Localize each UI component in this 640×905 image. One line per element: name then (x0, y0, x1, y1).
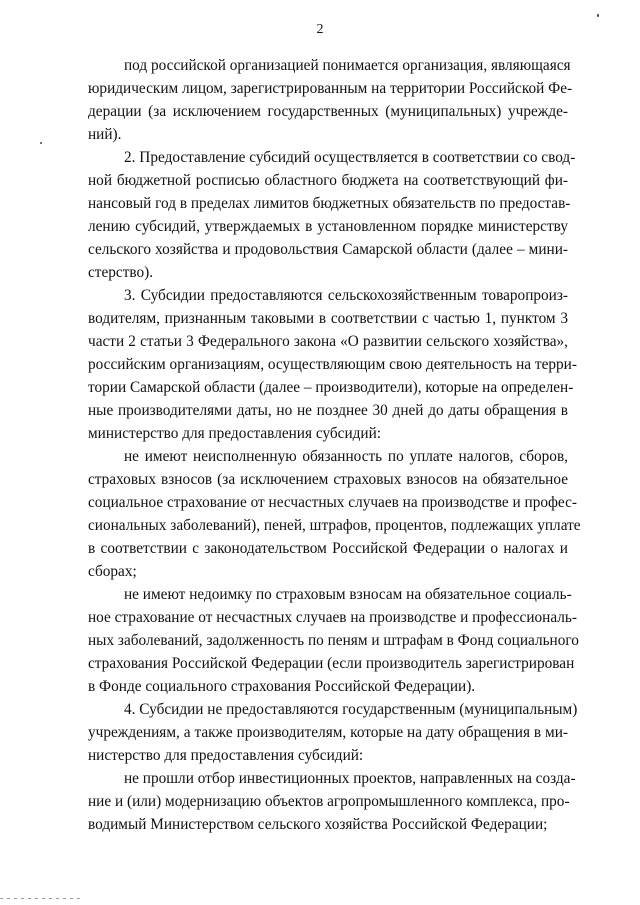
text-line: в соответствии с законодательством Российской Федерации о налогах и (88, 540, 568, 557)
text-line: страховых взносов (за исключением страховых взносов на обязательное (88, 471, 568, 488)
text-line: в Фонде социального страхования Российской Федерации). (88, 678, 476, 695)
text-line: части 2 статьи 3 Федерального закона «О развитии сельского хозяйства», (88, 333, 568, 350)
text-line: дерации (за исключением государственных (муниципальных) учрежде- (88, 103, 568, 120)
text-line: не имеют недоимку по страховым взносам на обязательное социаль- (124, 586, 572, 603)
text-line: сельского хозяйства и продовольствия Самарской области (далее – мини- (88, 241, 568, 258)
text-line: ные производителями даты, но не позднее 30 дней до даты обращения в (88, 402, 568, 419)
text-line: сиональных заболеваний), пеней, штрафов, процентов, подлежащих уплате (88, 517, 581, 534)
text-line: водителям, признанным таковыми в соответствии с частью 1, пунктом 3 (88, 310, 568, 327)
text-line: 3. Субсидии предоставляются сельскохозяйственным товаропроиз- (124, 287, 568, 304)
scan-artifact (40, 142, 42, 144)
text-line: 4. Субсидии не предоставляются государственным (муниципальным) (124, 701, 578, 718)
text-line: не прошли отбор инвестиционных проектов, направленных на созда- (124, 770, 576, 787)
text-line: стерство). (88, 264, 154, 281)
text-line: 2. Предоставление субсидий осуществляется в соответствии со свод- (124, 149, 576, 166)
text-line: страхования Российской Федерации (если производитель зарегистрирован (88, 655, 575, 672)
text-line: ной бюджетной росписью областного бюджета на соответствующий фи- (88, 172, 568, 189)
text-line: нансовый год в пределах лимитов бюджетных обязательств по предостав- (88, 195, 571, 212)
text-line: ний). (88, 126, 122, 143)
scan-artifact (0, 898, 80, 899)
text-line: под российской организацией понимается организация, являющаяся (124, 57, 571, 74)
text-line: водимый Министерством сельского хозяйства Российской Федерации; (88, 816, 548, 833)
text-line: юридическим лицом, зарегистрированным на территории Российской Фе- (88, 80, 573, 97)
text-line: лению субсидий, утверждаемых в установленном порядке министерству (88, 218, 568, 235)
scan-artifact (597, 14, 599, 17)
text-line: министерство для предоставления субсидий: (88, 425, 382, 442)
text-line: ное страхование от несчастных случаев на производстве и профессиональ- (88, 609, 577, 626)
text-line: тории Самарской области (далее – производители), которые на определен- (88, 379, 574, 396)
body-text (88, 54, 581, 836)
text-line: не имеют неисполненную обязанность по уплате налогов, сборов, (124, 448, 568, 465)
text-line: ных заболеваний, задолженность по пеням и штрафам в Фонд социального (88, 632, 579, 649)
text-line: учреждениям, а также производителям, которые на дату обращения в ми- (88, 724, 568, 741)
page-number: 2 (316, 22, 324, 37)
text-line: сборах; (88, 563, 137, 580)
text-line: российским организациям, осуществляющим свою деятельность на терри- (88, 356, 577, 373)
text-line: ние и (или) модернизацию объектов агропромышленного комплекса, про- (88, 793, 570, 810)
text-line: социальное страхование от несчастных случаев на производстве и профес- (88, 494, 577, 511)
text-line: нистерство для предоставления субсидий: (88, 747, 364, 764)
